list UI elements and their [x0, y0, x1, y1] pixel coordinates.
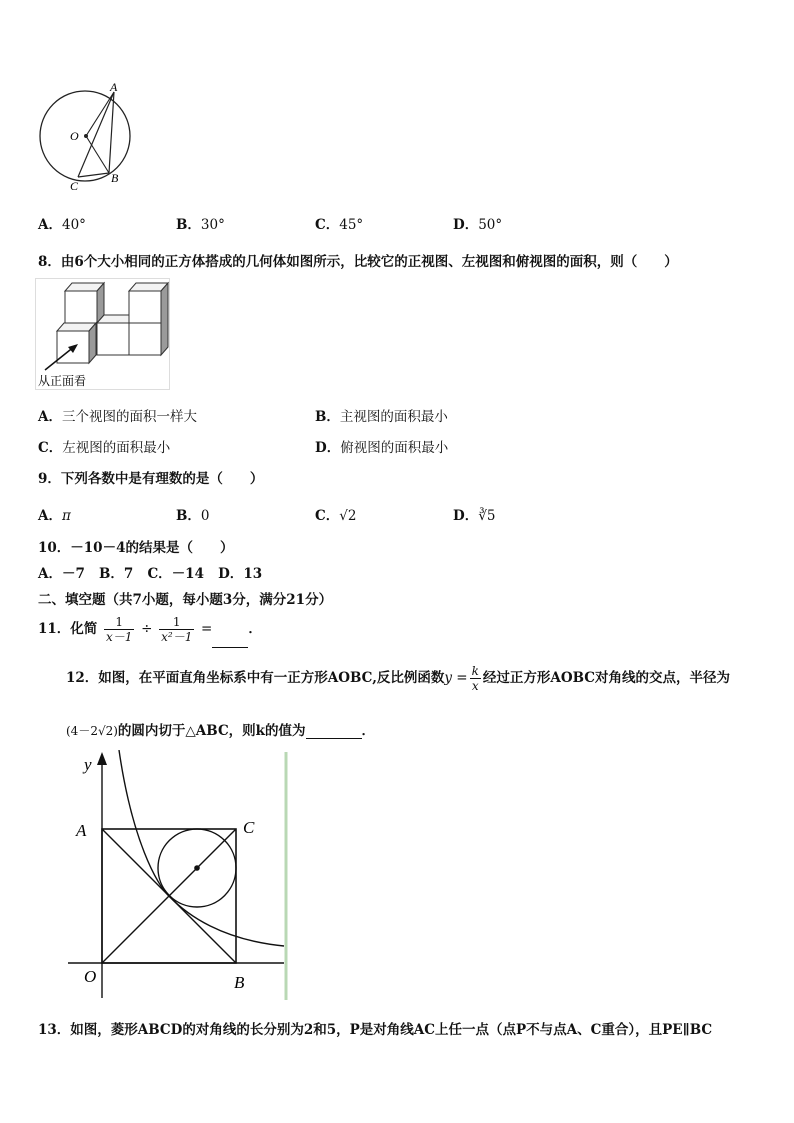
q11-fraction-1: $\frac{1}{x-1}$: [106, 615, 133, 644]
label-A: A: [110, 80, 118, 94]
q10-options: [38, 562, 262, 582]
q9-stem: 9．下列各数中是有理数的是（ ）: [38, 471, 264, 487]
q9-option-a[interactable]: A．π: [38, 508, 71, 524]
q9-option-c[interactable]: C．√2: [315, 508, 357, 524]
q12-square-figure: [62, 750, 294, 1002]
q8-option-c[interactable]: C．左视图的面积最小: [38, 440, 171, 456]
q7-option-a[interactable]: A．40°: [38, 217, 86, 233]
label-B: B: [111, 171, 119, 185]
q8-figure-caption: 从正面看: [38, 374, 87, 388]
label-C: C: [243, 818, 255, 837]
q12-line1-suffix: 经过正方形AOBC对角线的交点，半径为: [482, 670, 731, 686]
label-B: B: [234, 973, 245, 992]
q8-option-d[interactable]: D．俯视图的面积最小: [315, 440, 449, 456]
q8-cubes-figure: [35, 278, 170, 390]
q7-option-d[interactable]: D．50°: [453, 217, 503, 233]
q8-stem: 8．由6个大小相同的正方体搭成的几何体如图所示，比较它的正视图、左视图和俯视图的面积，则（ ）: [38, 254, 678, 270]
q9-option-b[interactable]: B．0: [176, 508, 210, 524]
label-y: y: [84, 755, 92, 774]
q12-func-lhs: y =: [444, 670, 468, 686]
q11-end: ．: [248, 621, 262, 637]
q11-prefix: 11．化简: [38, 621, 98, 637]
q12-line-2: [66, 719, 375, 739]
label-O: O: [84, 967, 97, 986]
q12-line-1: [66, 658, 730, 698]
section-title: 二、填空题（共7小题，每小题3分，满分21分）: [38, 592, 333, 608]
label-O: O: [70, 129, 79, 143]
q12-line2-end: ．: [361, 723, 376, 739]
q10-stem: 10．－10－4的结果是（ ）: [38, 540, 234, 556]
q10-option-a[interactable]: A．－7: [38, 566, 85, 582]
q7-circle-figure: [30, 80, 140, 195]
q10-option-c[interactable]: C．－14: [147, 566, 204, 582]
q9-option-d[interactable]: D．∛5: [453, 508, 496, 524]
q11-answer-blank[interactable]: [212, 625, 248, 648]
label-C: C: [70, 179, 79, 193]
q13-text: 13．如图，菱形ABCD的对角线的长分别为2和5，P是对角线AC上任一点（点P不与点A、C重合），且PE∥BC: [38, 1022, 713, 1038]
q7-option-b[interactable]: B．30°: [176, 217, 225, 233]
q12-func-fraction: $\frac{k}{x}$: [471, 664, 479, 693]
q12-answer-blank[interactable]: [306, 724, 362, 739]
label-A: A: [76, 821, 87, 840]
q8-option-b[interactable]: B．主视图的面积最小: [315, 409, 448, 425]
q10-option-d[interactable]: D．13: [218, 566, 263, 582]
q12-radius: (4－2√2): [66, 724, 118, 738]
q12-line2-text: 的圆内切于△ABC，则k的值为: [117, 723, 306, 739]
q11-line: [38, 610, 262, 648]
q10-option-b[interactable]: B．7: [99, 566, 134, 582]
q11-fraction-2: $\frac{1}{\text{x²－1}}$: [161, 615, 193, 644]
q12-line1-prefix: 12．如图，在平面直角坐标系中有一正方形AOBC,反比例函数: [66, 670, 445, 686]
q8-option-a[interactable]: A．三个视图的面积一样大: [38, 409, 197, 425]
q7-option-c[interactable]: C．45°: [315, 217, 364, 233]
q11-operator: ÷: [141, 621, 153, 637]
q11-equals: =: [201, 621, 213, 637]
